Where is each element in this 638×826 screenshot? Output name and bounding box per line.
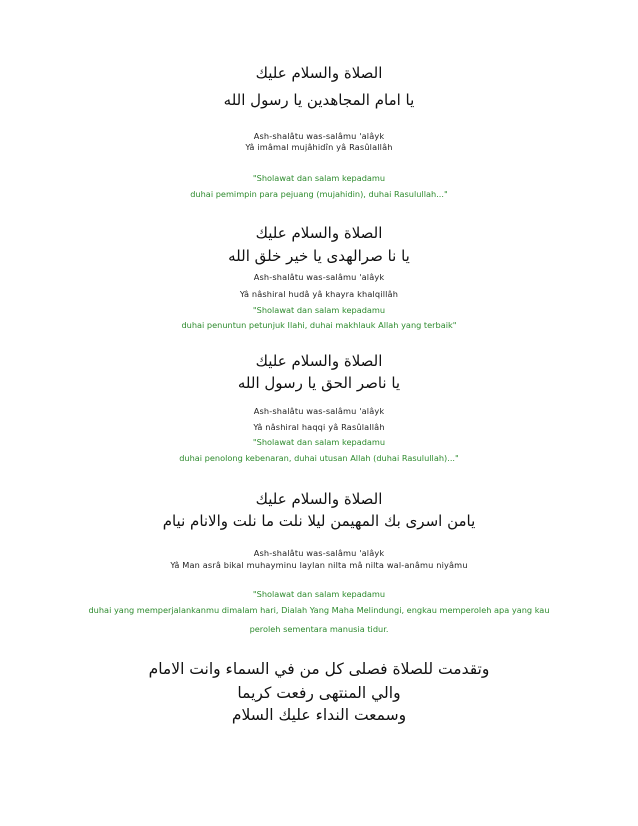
- translation-line: duhai pemimpin para pejuang (mujahidin), duhai Rasulullah...": [190, 189, 448, 199]
- arabic-salawat-line: الصلاة والسلام عليك: [255, 490, 383, 508]
- translation-line: "Sholawat dan salam kepadamu: [252, 589, 386, 599]
- transliteration-line: Ash-shalâtu was-salâmu 'alâyk: [253, 272, 385, 282]
- arabic-salawat-line: الصلاة والسلام عليك: [255, 64, 383, 82]
- translation-line: duhai yang memperjalankanmu dimalam hari, Dialah Yang Maha Melindungi, engkau memperoleh apa yang kau: [88, 605, 550, 615]
- translation-line: duhai penolong kebenaran, duhai utusan Allah (duhai Rasulullah)...": [179, 453, 459, 463]
- arabic-verse-line: يا امام المجاهدين يا رسول الله: [223, 91, 415, 109]
- transliteration-line: Yâ imâmal mujâhidîn yâ Rasûlallâh: [245, 142, 393, 152]
- transliteration-line: Yâ nâshiral hudâ yâ khayra khalqillâh: [239, 289, 399, 299]
- transliteration-line: Ash-shalâtu was-salâmu 'alâyk: [253, 406, 385, 416]
- arabic-verse-line: يا نا صرالهدى يا خير خلق الله: [228, 247, 410, 265]
- arabic-verse-line: يا ناصر الحق يا رسول الله: [237, 374, 401, 392]
- transliteration-line: Ash-shalâtu was-salâmu 'alâyk: [253, 548, 385, 558]
- translation-line: duhai penuntun petunjuk Ilahi, duhai makhlauk Allah yang terbaik": [181, 320, 457, 330]
- transliteration-line: Yâ nâshiral haqqi yâ Rasûlallâh: [253, 422, 385, 432]
- translation-line: peroleh sementara manusia tidur.: [249, 624, 389, 634]
- arabic-salawat-line: الصلاة والسلام عليك: [255, 352, 383, 370]
- translation-line: "Sholawat dan salam kepadamu: [252, 437, 386, 447]
- translation-line: "Sholawat dan salam kepadamu: [252, 305, 386, 315]
- arabic-verse-line: يامن اسرى بك المهيمن ليلا نلت ما نلت والانام نيام: [162, 512, 476, 530]
- transliteration-line: Yâ Man asrâ bikal muhayminu laylan nilta mâ nilta wal-anâmu niyâmu: [170, 560, 468, 570]
- transliteration-line: Ash-shalâtu was-salâmu 'alâyk: [253, 131, 385, 141]
- closing-arabic-line: وتقدمت للصلاة فصلى كل من في السماء وانت الامام: [148, 660, 490, 678]
- arabic-salawat-line: الصلاة والسلام عليك: [255, 224, 383, 242]
- closing-arabic-line: والي المنتهى رفعت كريما: [237, 684, 401, 702]
- closing-arabic-line: وسمعت النداء عليك السلام: [231, 706, 407, 724]
- translation-line: "Sholawat dan salam kepadamu: [252, 173, 386, 183]
